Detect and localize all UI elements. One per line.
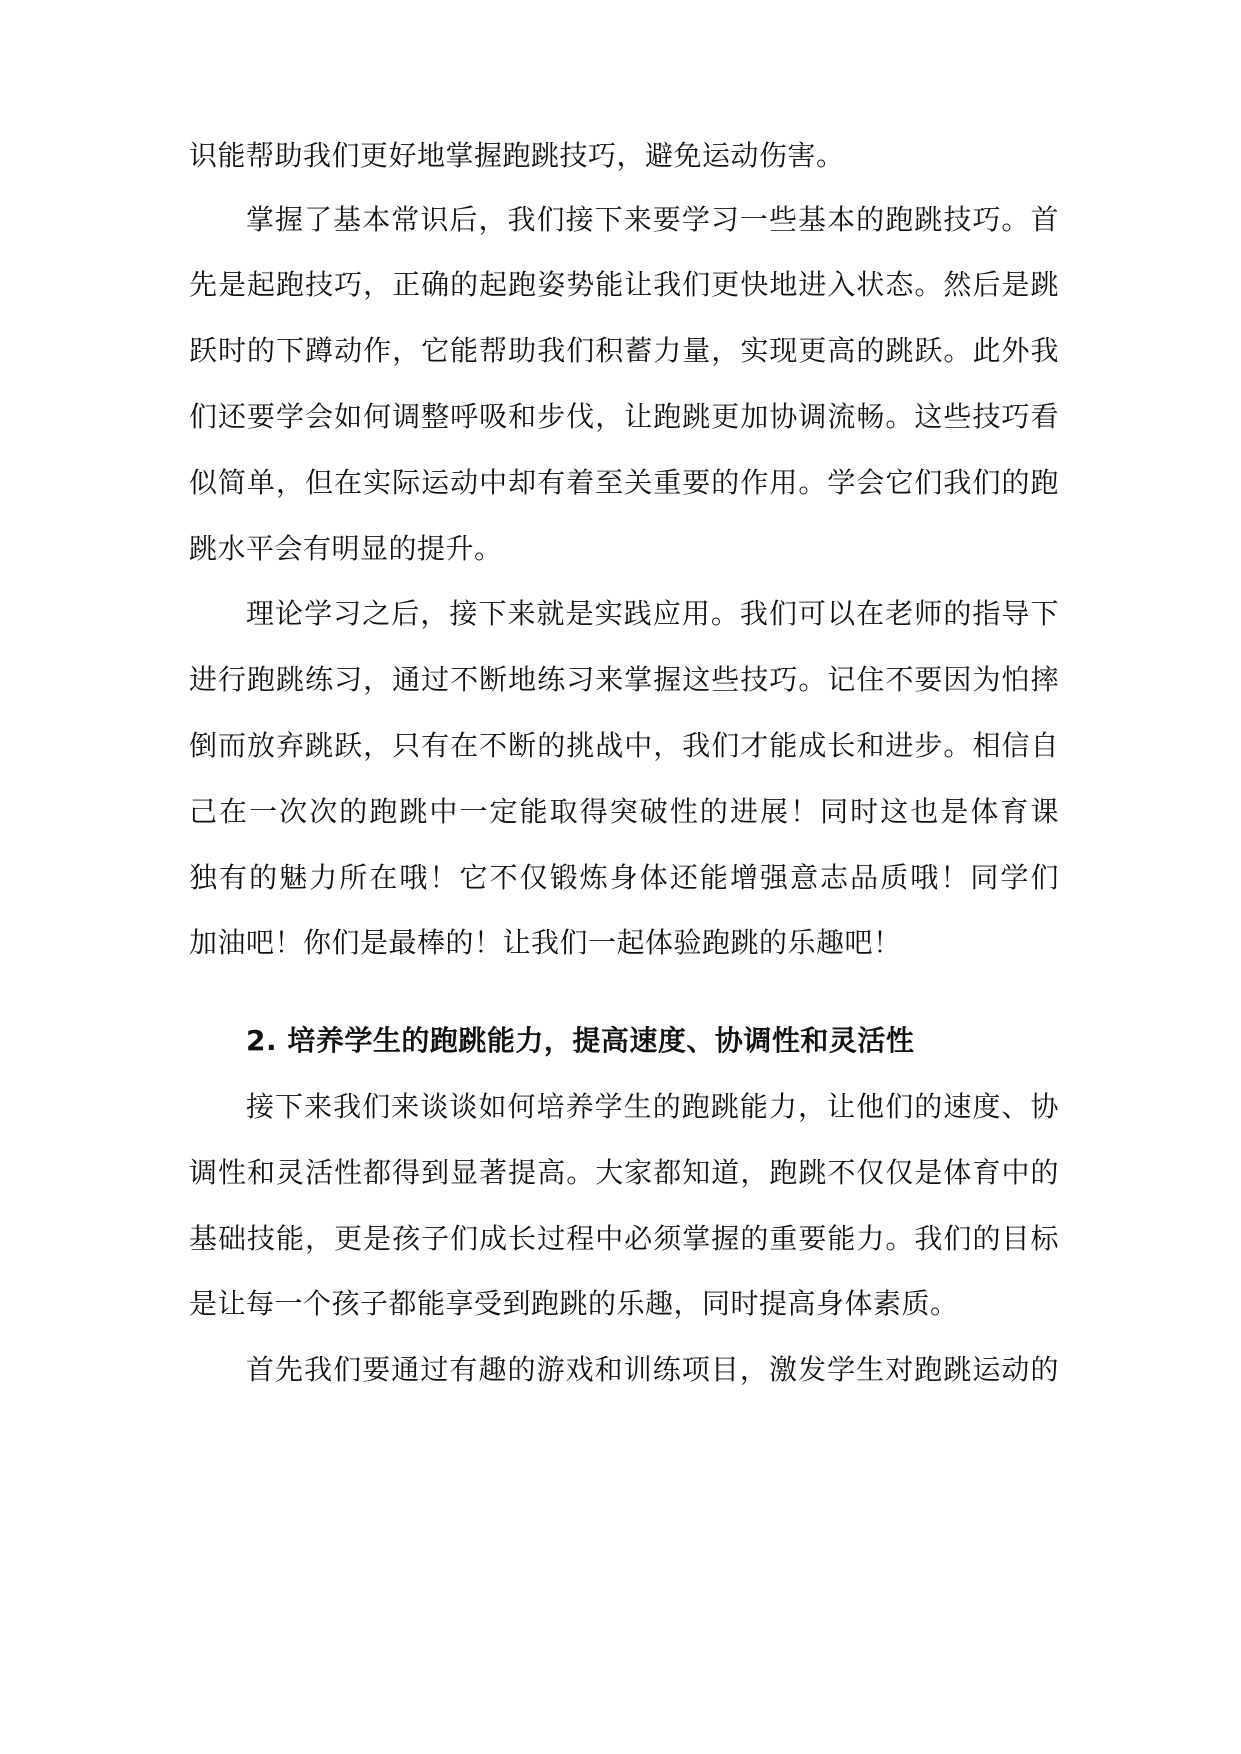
paragraph-line: 掌握了基本常识后，我们接下来要学习一些基本的跑跳技巧。首 — [246, 203, 1059, 236]
paragraph-line: 己在一次次的跑跳中一定能取得突破性的进展！同时这也是体育课 — [189, 795, 1059, 828]
paragraph-line: 们还要学会如何调整呼吸和步伐，让跑跳更加协调流畅。这些技巧看 — [189, 400, 1059, 433]
section-heading: 2. 培养学生的跑跳能力，提高速度、协调性和灵活性 — [246, 1024, 915, 1057]
paragraph-line: 是让每一个孩子都能享受到跑跳的乐趣，同时提高身体素质。 — [189, 1287, 959, 1320]
paragraph-line: 调性和灵活性都得到显著提高。大家都知道，跑跳不仅仅是体育中的 — [189, 1156, 1059, 1189]
paragraph-line: 加油吧！你们是最棒的！让我们一起体验跑跳的乐趣吧！ — [189, 926, 902, 959]
paragraph-line: 跃时的下蹲动作，它能帮助我们积蓄力量，实现更高的跳跃。此外我 — [189, 334, 1059, 367]
paragraph-line: 接下来我们来谈谈如何培养学生的跑跳能力，让他们的速度、协 — [246, 1090, 1059, 1123]
paragraph-line: 进行跑跳练习，通过不断地练习来掌握这些技巧。记住不要因为怕摔 — [189, 663, 1059, 696]
paragraph-line: 倒而放弃跳跃，只有在不断的挑战中，我们才能成长和进步。相信自 — [189, 729, 1059, 762]
paragraph-line: 基础技能，更是孩子们成长过程中必须掌握的重要能力。我们的目标 — [189, 1222, 1059, 1255]
paragraph-line: 似简单，但在实际运动中却有着至关重要的作用。学会它们我们的跑 — [189, 466, 1059, 499]
paragraph-line: 先是起跑技巧，正确的起跑姿势能让我们更快地进入状态。然后是跳 — [189, 268, 1059, 301]
paragraph-line: 首先我们要通过有趣的游戏和训练项目，激发学生对跑跳运动的 — [246, 1353, 1059, 1386]
paragraph-line: 理论学习之后，接下来就是实践应用。我们可以在老师的指导下 — [246, 597, 1059, 630]
paragraph-line: 跳水平会有明显的提升。 — [189, 532, 503, 565]
paragraph-line: 独有的魅力所在哦！它不仅锻炼身体还能增强意志品质哦！同学们 — [189, 861, 1059, 894]
paragraph-line: 识能帮助我们更好地掌握跑跳技巧，避免运动伤害。 — [189, 139, 845, 172]
